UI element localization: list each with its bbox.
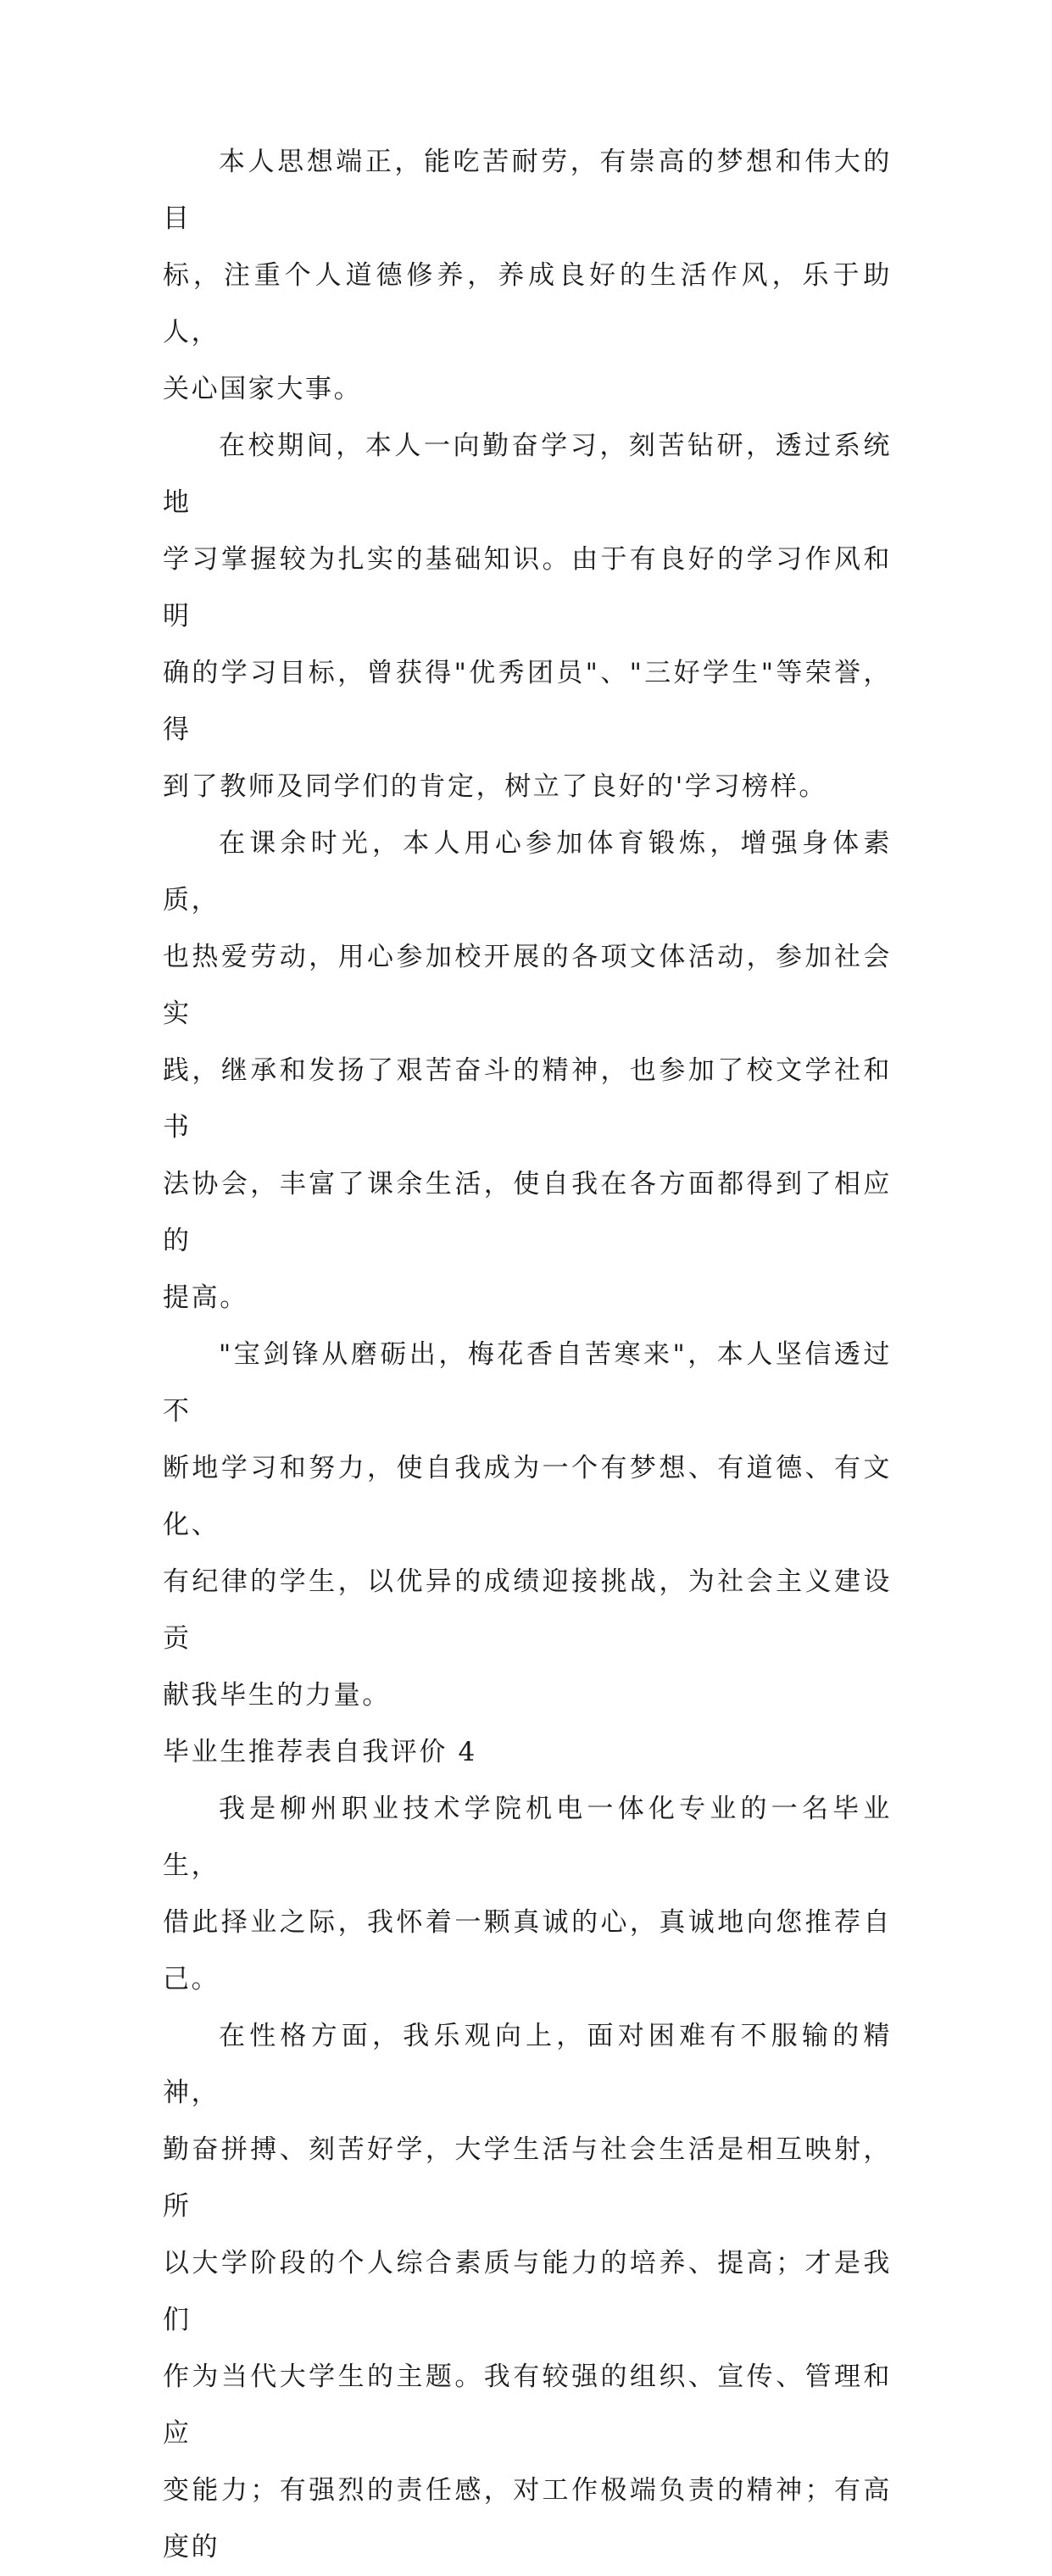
paragraph-personality: 在性格方面，我乐观向上，面对困难有不服输的精神， 勤奋拼搏、刻苦好学，大学生活与社会生活是相互映射，所 以大学阶段的个人综合素质与能力的培养、提高；才是我们 作为当代大学生的主题。我有较强的组织、宣传、管理和应 变能力；有强烈的责任感，对工作极端负责的精神；有高度的: [163, 2021, 892, 2562]
paragraph-activities: 在课余时光，本人用心参加体育锻炼，增强身体素质， 也热爱劳动，用心参加校开展的各项文体活动，参加社会实 践，继承和发扬了艰苦奋斗的精神，也参加了校文学社和书 法协会，丰富了课余生活，使自我在各方面都得到了相应的 提高。: [163, 828, 892, 1313]
paragraph-study: 在校期间，本人一向勤奋学习，刻苦钻研，透过系统地 学习掌握较为扎实的基础知识。由于有良好的学习作风和明 确的学习目标，曾获得"优秀团员"、"三好学生"等荣誉，得 到了教师及同学们的肯定，树立了良好的'学习榜样。: [163, 431, 892, 802]
paragraph-introduction: 我是柳州职业技术学院机电一体化专业的一名毕业生， 借此择业之际，我怀着一颗真诚的心，真诚地向您推荐自己。: [163, 1794, 892, 1995]
paragraph-character: 本人思想端正，能吃苦耐劳，有崇高的梦想和伟大的目 标，注重个人道德修养，养成良好的生活作风，乐于助人， 关心国家大事。: [163, 147, 892, 404]
section-heading: 毕业生推荐表自我评价 4: [163, 1737, 477, 1767]
document-page: [163, 134, 892, 2576]
paragraph-aspiration: "宝剑锋从磨砺出，梅花香自苦寒来"，本人坚信透过不 断地学习和努力，使自我成为一个有梦想、有道德、有文化、 有纪律的学生，以优异的成绩迎接挑战，为社会主义建设贡 献我毕生的力量。: [163, 1339, 892, 1711]
